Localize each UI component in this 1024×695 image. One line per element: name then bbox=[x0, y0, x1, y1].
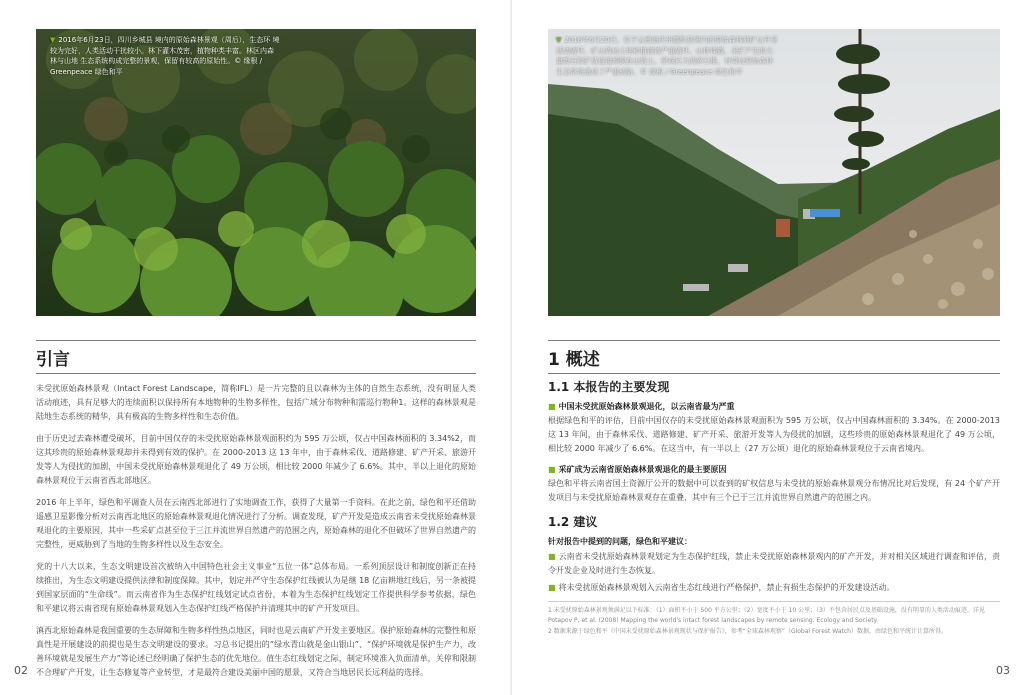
report-body bbox=[548, 378, 1000, 639]
section-heading-overview: 1 概述 bbox=[548, 350, 600, 370]
footnote: 2 数据来源于绿色和平《中国未受扰原始森林景观现状与保护报告》，参考“全球森林观察”（Global Forest Watch）数据，由绿色和平统计计算所得。 bbox=[548, 628, 947, 635]
intro-paragraph: 由于历史过去森林遭受破坏，目前中国仅存的未受扰原始森林景观面积约为 595 万公顷，仅占中国森林面积的 3.34%2，而这其珍贵的原始森林景观却并未得到有效的保护。在 2000-2013 这 13 年中，由于森林采伐、道路修建、矿产开采、旅游开发等人为侵扰的加剧，中国未受扰原始森林景观退化了 49 万公顷，相比较 2000 年减少了 6.6%。其中，半以上退化的原始森林景观位于云南省西北部地区。 bbox=[36, 434, 476, 485]
heading-rule-bottom bbox=[36, 373, 476, 374]
bullet-icon: ■ bbox=[548, 402, 556, 411]
recommendation-text: 将未受扰原始森林景观划入云南省生态红线进行严格保护，禁止有损生态保护的开发建设活动。 bbox=[558, 583, 895, 592]
intro-paragraph: 未受扰原始森林景观（Intact Forest Landscape，简称IFL）是一片完整的且以森林为主体的自然生态系统，没有明显人类活动痕迹，具有足够大的连续面积以保持所有本地物种的生物多样性，包括广域分布物种和需巡行物种1。这样的森林景观是陆地生态系统的精华，具有极高的生物多样性和生态价值。 bbox=[36, 384, 476, 421]
recommendation-item bbox=[548, 550, 1000, 578]
intro-paragraph: 党的十八大以来，生态文明建设首次被纳入中国特色社会主义事业“五位一体”总体布局。一系列顶层设计和制度创新正在持续推出，为生态文明建设提供法律和制度保障。其中，划定并严守生态保护红线被认为是继 18 亿亩耕地红线后，另一条被提到国家层面的“生命线”。而云南省作为生态保护红线划定试点省份，本着为生态保护红线划定工作提供科学参考依据，绿色和平建议将云南省现有原始森林景观划入生态保护红线严格保护并清理其中的矿产开发项目。 bbox=[36, 562, 476, 613]
finding-title bbox=[548, 464, 1000, 475]
footnotes bbox=[548, 601, 1000, 637]
finding-body: 绿色和平将云南省国土资源厅公开的数据中可以查到的矿权信息与未受扰的原始森林景观分布情况比对后发现，有 24 个矿产开发项目与未受扰原始森林景观存在重叠，其中有三个已于三江并流世界自然遗产的范围之内。 bbox=[548, 479, 1000, 502]
intro-paragraph: 2016 年上半年，绿色和平调查人员在云南西北部进行了实地调查工作，获得了大量第一手资料。在此之前，绿色和平还借助遥感卫星影像分析对云南西北地区的原始森林景观退化情况进行了分析。调查发现，矿产开发是造成云南省未受扰原始森林景观退化的主要原因，其中一些采矿点甚至位于三江并流世界自然遗产的范围之内，原始森林的退化不但破坏了世界自然遗产的完整性，更威胁到了当地的生物多样性以及生态安全。 bbox=[36, 498, 476, 549]
subheading-findings: 1.1 本报告的主要发现 bbox=[548, 380, 670, 394]
photo-caption bbox=[50, 35, 280, 77]
intro-paragraph: 滇西北原始森林是我国重要的生态屏障和生物多样性热点地区，同时也是云南矿产开发主要地区。保护原始森林的完整性和原真性是开展建设的前提也是生态文明建设的要求。习总书记提出的“绿水青山就是金山银山”、“保护环境就是保护生产力，改善环境就是发展生产力”等论述已经明确了保护生态的优先地位。值生态红线划定之际，制定环境准入负面清单，关停和限制不合理矿产开发，让生态修复等产业转型，才是最符合建设美丽中国的愿景，又符合当地居民长远利益的选择。 bbox=[36, 626, 476, 677]
photo-caption-text: 2016年6月20日，位于云南迪庆州德钦县境内的原始森林被矿山开采活动破坏，矿山周边土地和植被被严重破坏，山体裸露，采矿产生的大量废石和矿渣直接倾倒在山坡上，形成巨大的碎石堆，对周边原始森林生态系统造成了严重威胁。© 缘根 / Greenpeace 绿色和平 bbox=[556, 36, 778, 76]
finding-title-text: 中国未受扰原始森林景观退化，以云南省最为严重 bbox=[558, 402, 735, 411]
forest-photo bbox=[36, 29, 476, 316]
mining-photo bbox=[548, 29, 1000, 316]
footnote: 1 未受扰原始森林景观须满足以下标准：（1）面积不小于 500 平方公里；（2）宽度不小于 10 公里；（3）不包含居民点及基础设施，没有明显的人类活动痕迹。详见 Potapov P, et al. (2008) Mapping the world's intact forest landscapes by remote sensing. Ecology and Society. bbox=[548, 607, 985, 624]
heading-rule-bottom bbox=[548, 373, 1000, 374]
photo-caption bbox=[556, 35, 778, 77]
intro-body bbox=[36, 382, 476, 688]
recommendation-item bbox=[548, 581, 1000, 595]
finding-title bbox=[548, 401, 1000, 412]
caption-marker-icon: ▼ bbox=[50, 36, 56, 44]
recommendation-intro: 针对报告中提到的问题，绿色和平建议： bbox=[548, 537, 692, 546]
recommendation-text: 云南省未受扰原始森林景观划定为生态保护红线，禁止未受扰原始森林景观内的矿产开发，并对相关区域进行调查和评估，责令开发企业及时进行生态恢复。 bbox=[548, 552, 1000, 575]
page-number: 02 bbox=[14, 664, 28, 677]
right-page bbox=[512, 0, 1024, 695]
bullet-icon: ■ bbox=[548, 465, 556, 474]
photo-caption-text: 2016年6月23日，四川乡城县 境内的原始森林景观（周后），生态环 境较为完好，人类活动干扰较小。林下灌木茂密，植物种类丰富。林区内森林与山地 生态系统构成完整的景观，保留有较高的原始性。© 缘根 / Greenpeace 绿色和平 bbox=[50, 36, 280, 76]
finding-title-text: 采矿成为云南省原始森林景观退化的最主要原因 bbox=[558, 465, 727, 474]
page-number: 03 bbox=[996, 664, 1010, 677]
bullet-icon: ■ bbox=[548, 583, 556, 592]
finding-body: 根据绿色和平的评估，目前中国仅存的未受扰原始森林景观面积为 595 万公顷，仅占中国森林面积的 3.34%。在 2000-2013 这 13 年间，由于森林采伐、道路修建、矿产开采、旅游开发等人为侵扰的加剧，这些珍贵的原始森林景观退化了 49 万公顷，相比较 2000 年减少了 6.6%。在这当中，有一半以上（27 万公顷）退化的原始森林景观位于云南省境内。 bbox=[548, 416, 1000, 453]
bullet-icon: ■ bbox=[548, 552, 556, 561]
subheading-recommendations: 1.2 建议 bbox=[548, 515, 598, 529]
section-heading-intro: 引言 bbox=[36, 350, 70, 370]
caption-marker-icon: ▼ bbox=[556, 36, 562, 44]
